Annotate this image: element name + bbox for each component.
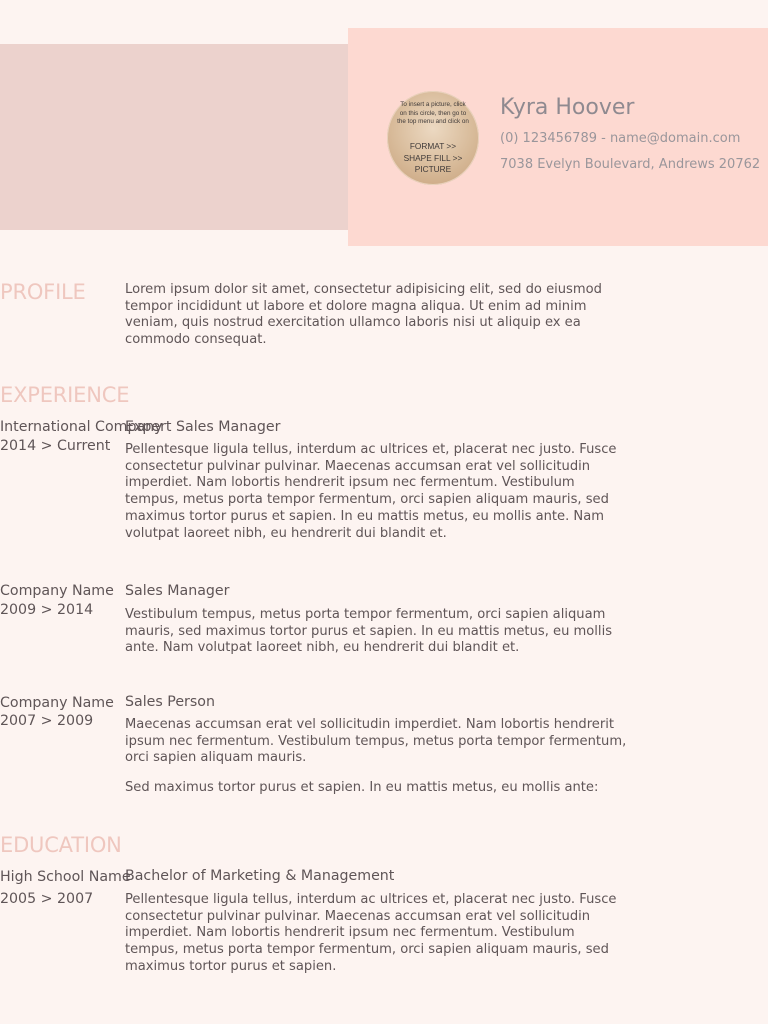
experience-extra-note: Sed maximus tortor purus et sapien. In eu mattis metus, eu mollis ante:: [125, 780, 599, 795]
experience-company: Company Name: [0, 583, 114, 599]
profile-photo-placeholder[interactable]: [387, 91, 479, 185]
experience-role: Sales Person: [125, 694, 215, 710]
experience-description: Pellentesque ligula tellus, interdum ac ultrices et, placerat nec justo. Fusce consectetur pulvinar pulvinar. Maecenas accumsan erat vel sollicitudin imperdiet. Nam lobortis hendrerit ipsum nec fermentum. Vestibulum tempus, metus porta tempor fermentum, orci sapien aliquam mauris, sed maximus tortor purus et sapien. In eu mattis metus, eu mollis ante. Nam volutpat laoreet nibh, eu hendrerit dui blandit et.: [125, 442, 617, 541]
experience-heading: EXPERIENCE: [0, 383, 130, 407]
experience-dates: 2007 > 2009: [0, 713, 94, 729]
education-school: High School Name: [0, 869, 131, 885]
experience-dates: 2009 > 2014: [0, 602, 94, 618]
education-degree: Bachelor of Marketing & Management: [125, 868, 395, 884]
photo-placeholder-format-hint: FORMAT >> SHAPE FILL >> PICTURE: [403, 141, 463, 174]
experience-description: Vestibulum tempus, metus porta tempor fermentum, orci sapien aliquam mauris, sed maximus tortor purus et sapien. In eu mattis metus, eu mollis ante. Nam volutpat laoreet nibh, eu hendrerit dui blandit et.: [125, 607, 613, 656]
experience-role: Expert Sales Manager: [125, 419, 281, 435]
contact-address: 7038 Evelyn Boulevard, Andrews 20762: [500, 157, 761, 172]
experience-company: Company Name: [0, 695, 114, 711]
photo-placeholder-instructions: To insert a picture, click on this circle, then go to the top menu and click on: [397, 101, 469, 126]
experience-dates: 2014 > Current: [0, 438, 111, 454]
contact-phone-email: (0) 123456789 - name@domain.com: [500, 131, 741, 146]
experience-role: Sales Manager: [125, 583, 230, 599]
experience-company: International Company: [0, 419, 163, 435]
education-heading: EDUCATION: [0, 833, 122, 857]
experience-description: Maecenas accumsan erat vel sollicitudin imperdiet. Nam lobortis hendrerit ipsum nec fermentum. Vestibulum tempus, metus porta tempor fermentum, orci sapien aliquam mauris.: [125, 717, 627, 766]
header-decor-block: [0, 44, 348, 230]
education-dates: 2005 > 2007: [0, 891, 94, 907]
education-description: Pellentesque ligula tellus, interdum ac ultrices et, placerat nec justo. Fusce consectetur pulvinar pulvinar. Maecenas accumsan erat vel sollicitudin imperdiet. Nam lobortis hendrerit ipsum nec fermentum. Vestibulum tempus, metus porta tempor fermentum, orci sapien aliquam mauris, sed maximus tortor purus et sapien.: [125, 892, 617, 974]
person-name: Kyra Hoover: [500, 95, 635, 120]
profile-text: Lorem ipsum dolor sit amet, consectetur adipisicing elit, sed do eiusmod tempor incididunt ut labore et dolore magna aliqua. Ut enim ad minim veniam, quis nostrud exercitation ullamco laboris nisi ut aliquip ex ea commodo consequat.: [125, 282, 602, 348]
profile-heading: PROFILE: [0, 280, 86, 304]
